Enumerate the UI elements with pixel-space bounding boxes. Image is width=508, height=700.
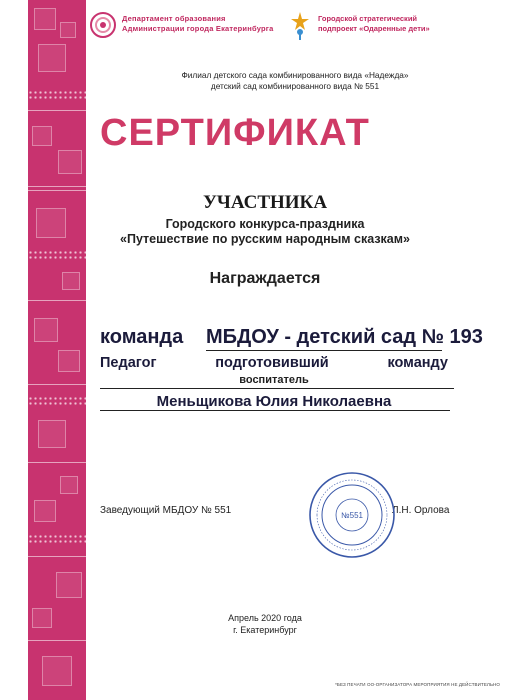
department-logo-icon bbox=[90, 12, 116, 38]
position-underline bbox=[100, 388, 454, 389]
decor-square bbox=[38, 44, 66, 72]
contest-name bbox=[100, 217, 430, 247]
decor-square bbox=[62, 272, 80, 290]
decor-square bbox=[60, 476, 78, 494]
decor-line bbox=[28, 186, 86, 187]
project-line1: Городской стратегический bbox=[318, 14, 418, 23]
decor-square bbox=[56, 572, 82, 598]
teacher-position: воспитатель bbox=[239, 374, 309, 386]
teacher-name: Меньщикова Юлия Николаевна bbox=[156, 393, 392, 410]
decor-line bbox=[28, 640, 86, 641]
branch-line2: детский сад комбинированного вида № 551 bbox=[210, 81, 380, 91]
decor-square bbox=[32, 126, 52, 146]
decor-square bbox=[58, 350, 80, 372]
issue-city: г. Екатеринбург bbox=[233, 625, 297, 635]
decor-dots bbox=[28, 250, 86, 260]
certificate-title: СЕРТИФИКАТ bbox=[100, 112, 370, 154]
contest-line1: Городского конкурса-праздника bbox=[165, 217, 365, 231]
decor-line bbox=[28, 384, 86, 385]
issue-date: Апрель 2020 года bbox=[228, 613, 302, 623]
name-underline bbox=[100, 410, 450, 411]
decor-line bbox=[28, 556, 86, 557]
project-line2: подпроект «Одаренные дети» bbox=[318, 24, 430, 33]
department-line2: Администрации города Екатеринбурга bbox=[122, 24, 274, 33]
official-stamp-icon bbox=[307, 470, 397, 560]
decor-square bbox=[32, 608, 52, 628]
team-underline bbox=[206, 350, 442, 351]
branch-line1: Филиал детского сада комбинированного вида «Надежда» bbox=[181, 70, 409, 80]
decor-line bbox=[28, 110, 86, 111]
teacher-word: Педагог bbox=[100, 355, 157, 371]
gifted-children-logo-icon bbox=[288, 10, 312, 40]
awarded-heading: Награждается bbox=[209, 270, 321, 287]
decor-square bbox=[58, 150, 82, 174]
teacher-word: подготовивший bbox=[215, 355, 329, 371]
decor-square bbox=[34, 318, 58, 342]
decor-square bbox=[60, 22, 76, 38]
project-name bbox=[318, 14, 430, 34]
decor-square bbox=[38, 420, 66, 448]
decor-dots bbox=[28, 534, 86, 544]
decor-dots bbox=[28, 90, 86, 100]
decor-square bbox=[42, 656, 72, 686]
decorative-sidebar bbox=[28, 0, 86, 700]
head-label: Заведующий МБДОУ № 551 bbox=[100, 505, 232, 516]
branch-name bbox=[100, 70, 490, 92]
participant-heading: УЧАСТНИКА bbox=[202, 192, 328, 213]
decor-square bbox=[36, 208, 66, 238]
team-name: МБДОУ - детский сад № 193 bbox=[206, 326, 483, 348]
validity-note: *БЕЗ ПЕЧАТИ ОО-ОРГАНИЗАТОРА МЕРОПРИЯТИЯ НЕ ДЕЙСТВИТЕЛЬНО bbox=[335, 682, 500, 687]
teacher-word: команду bbox=[387, 355, 448, 371]
stamp-number: №551 bbox=[341, 511, 363, 520]
department-name bbox=[122, 14, 273, 34]
decor-line bbox=[28, 462, 86, 463]
decor-line bbox=[28, 300, 86, 301]
team-label: команда bbox=[100, 326, 184, 348]
decor-square bbox=[34, 8, 56, 30]
issue-date-block bbox=[180, 612, 350, 636]
contest-line2: «Путешествие по русским народным сказкам» bbox=[120, 232, 410, 246]
decor-dots bbox=[28, 396, 86, 406]
teacher-line bbox=[100, 355, 448, 371]
decor-square bbox=[34, 500, 56, 522]
head-name: Л.Н. Орлова bbox=[392, 505, 450, 516]
department-line1: Департамент образования bbox=[122, 14, 226, 23]
page-margin bbox=[0, 0, 28, 700]
decor-line bbox=[28, 190, 86, 191]
